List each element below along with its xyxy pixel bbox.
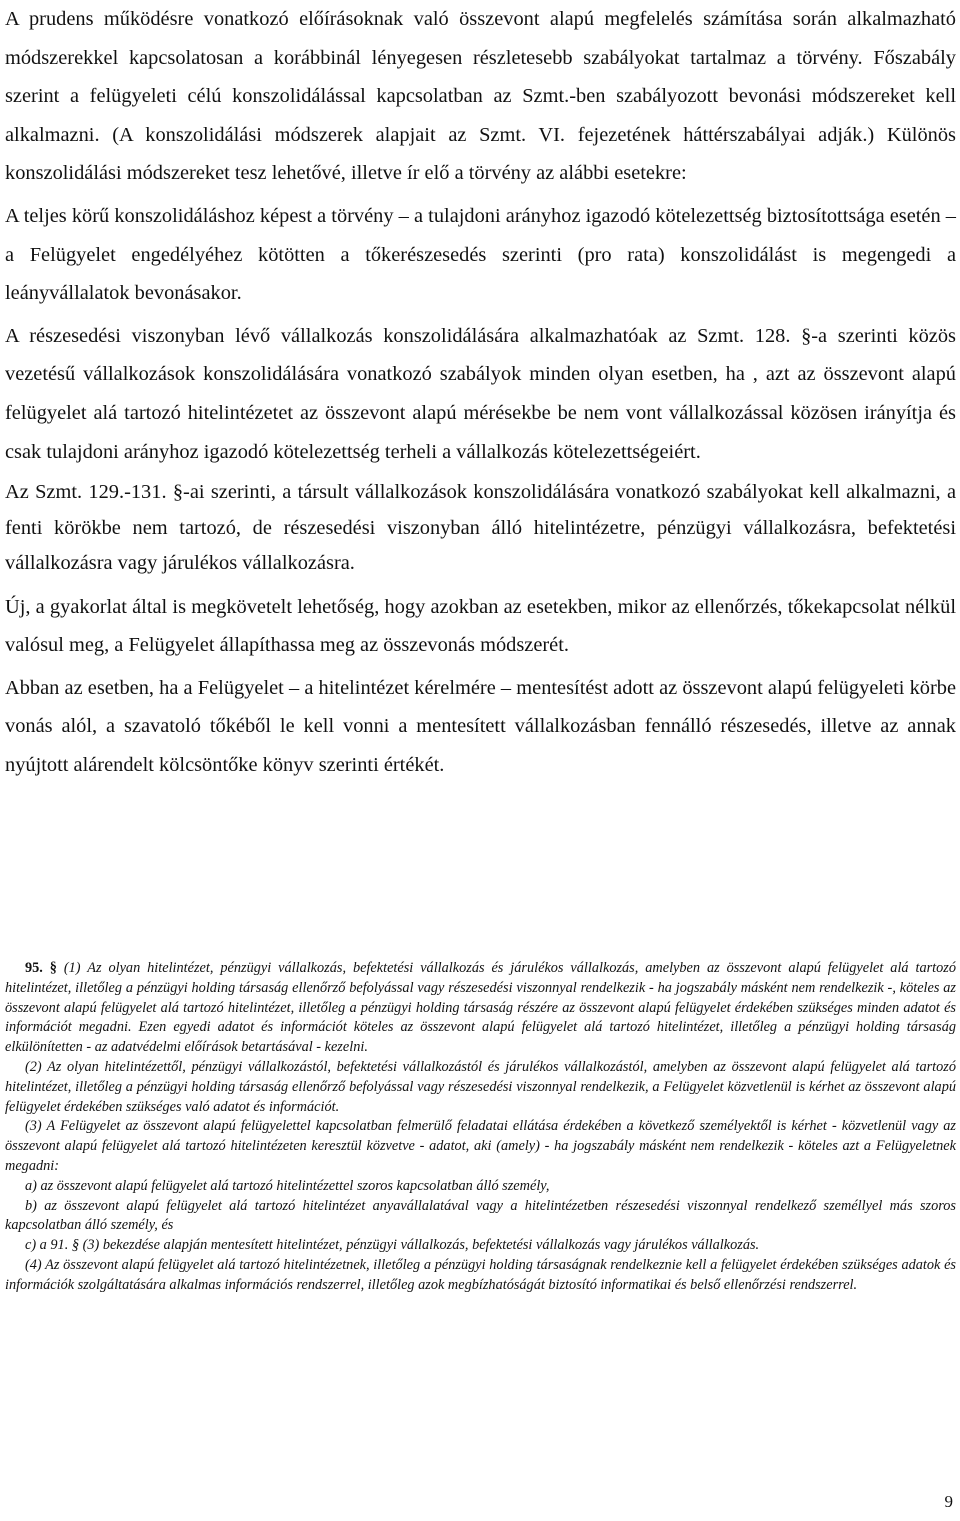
footnote-text-1: (1) Az olyan hitelintézet, pénzügyi vállalkozás, befektetési vállalkozás és járulékos vállalkozás, amelyben az összevont alapú felügyelet alá tartozó hitelintézet, illetőleg a pénzügyi holding társaság ellenőrző befolyással vagy részesedési viszonnyal rendelkezik - ha jogszabály másként nem rendelkezik -, köteles az összevont alapú felügyelet alá tartozó hitelintézet, illetőleg a pénzügyi holding társaság részére az összevont alapú felügyelet érdekében szükséges minden adatot és információt megadni. Ezen egyedi adatot és információt köteles az összevont alapú felügyelet alá tartozó hitelintézet, illetőleg a pénzügyi holding társaság elkülönítetten - az adatvédelmi előírások betartásával - kezelni. [5,960,957,1056]
paragraph-exemption: Abban az esetben, ha a Felügyelet ‒ a hitelintézet kérelmére ‒ mentesítést adott az összevont alapú felügyeleti körbe vonás alól, a szavatoló tőkéből le kell vonni a mentesített vállalkozásban fennálló részesedés, illetve az annak nyújtott alárendelt kölcsöntőke könyv szerinti értékét. [5,676,956,776]
paragraph-consolidation-methods: A prudens működésre vonatkozó előírásoknak való összevont alapú megfelelés számítása során alkalmazható módszerekkel kapcsolatosan a korábbinál lényegesen részletesebb szabályokat tartalmaz a törvény. Főszabály szerint a felügyeleti célú konszolidálással kapcsolatban az Szmt.-ben szabályozott bevonási módszereket kell alkalmazni. (A konszolidálási módszerek alapjait az Szmt. VI. fejezetének háttérszabályai adják.) Különös konszolidálási módszereket tesz lehetővé, illetve ír elő a törvény az alábbi esetekre: [5,8,956,185]
footnote-paragraph-1 [5,959,956,1058]
footnote-paragraph-4: (4) Az összevont alapú felügyelet alá tartozó hitelintézetnek, illetőleg a pénzügyi holding társaságnak rendelkeznie kell a felügyelet érdekében szükséges adatok és információk szolgáltatására alkalmas információs rendszerrel, illetőleg azok megbízhatóságát biztosító informatikai és belső ellenőrzési rendszerrel. [5,1256,956,1293]
section-number: 95. § [25,960,57,976]
body-text [5,0,956,789]
footnote-paragraph-2: (2) Az olyan hitelintézettől, pénzügyi vállalkozástól, befektetési vállalkozástól és járulékos vállalkozástól, amelyben az összevont alapú felügyelet alá tartozó hitelintézet, illetőleg a pénzügyi holding társaság ellenőrző befolyással vagy részesedési viszonnyal rendelkezik, a Felügyelet közvetlenül is kérhet az összevont alapú felügyelet érdekében szükséges való adatot és információt. [5,1058,956,1115]
page-number: 9 [944,1492,953,1511]
paragraph-new-possibility: Új, a gyakorlat által is megkövetelt lehetőség, hogy azokban az esetekben, mikor az ellenőrzés, tőkekapcsolat nélkül valósul meg, a Felügyelet állapíthassa meg az összevonás módszerét. [5,595,956,657]
footnote-item-a: a) az összevont alapú felügyelet alá tartozó hitelintézettel szoros kapcsolatban álló személy, [25,1177,550,1194]
paragraph-joint-management: A részesedési viszonyban lévő vállalkozás konszolidálására alkalmazhatóak az Szmt. 128. §-a szerinti közös vezetésű vállalkozások konszolidálására vonatkozó szabályok minden olyan esetben, ha , azt az összevont alapú felügyelet alá tartozó hitelintézetet az összevont alapú mérésekbe be nem vont vállalkozással közösen irányítja és csak tulajdoni arányhoz igazodó kötelezettség terheli a vállalkozás kötelezettségeiért. [5,324,956,463]
footnote-section [5,959,956,1296]
footnote-item-b: b) az összevont alapú felügyelet alá tartozó hitelintézet anyavállalatával vagy a hitelintézetben részesedési viszonnyal rendelkező személlyel más szoros kapcsolatban álló személy, és [5,1197,956,1234]
paragraph-pro-rata: A teljes körű konszolidáláshoz képest a törvény ‒ a tulajdoni arányhoz igazodó kötelezettség biztosítottsága esetén ‒ a Felügyelet engedélyéhez kötötten a tőkerészesedés szerinti (pro rata) konszolidálást is megengedi a leányvállalatok bevonásakor. [5,204,956,305]
footnote-paragraph-3: (3) A Felügyelet az összevont alapú felügyelettel kapcsolatban felmerülő feladatai ellátása érdekében a következő személyektől is kérhet - közvetlenül vagy az összevont alapú felügyelet alá tartozó hitelintézeten keresztül közvetve - adatot, aki (amely) - ha jogszabály másként nem rendelkezik - köteles azt a Felügyeletnek megadni: [5,1118,956,1174]
footnote-item-c: c) a 91. § (3) bekezdése alapján mentesített hitelintézet, pénzügyi vállalkozás, befektetési vállalkozás vagy járulékos vállalkozás. [25,1237,760,1254]
paragraph-associated-enterprises: Az Szmt. 129.-131. §-ai szerinti, a társult vállalkozások konszolidálására vonatkozó szabályokat kell alkalmazni, a fenti körökbe nem tartozó, de részesedési viszonyban álló hitelintézetre, pénzügyi vállalkozásra, befektetési vállalkozásra vagy járulékos vállalkozásra. [5,481,956,575]
